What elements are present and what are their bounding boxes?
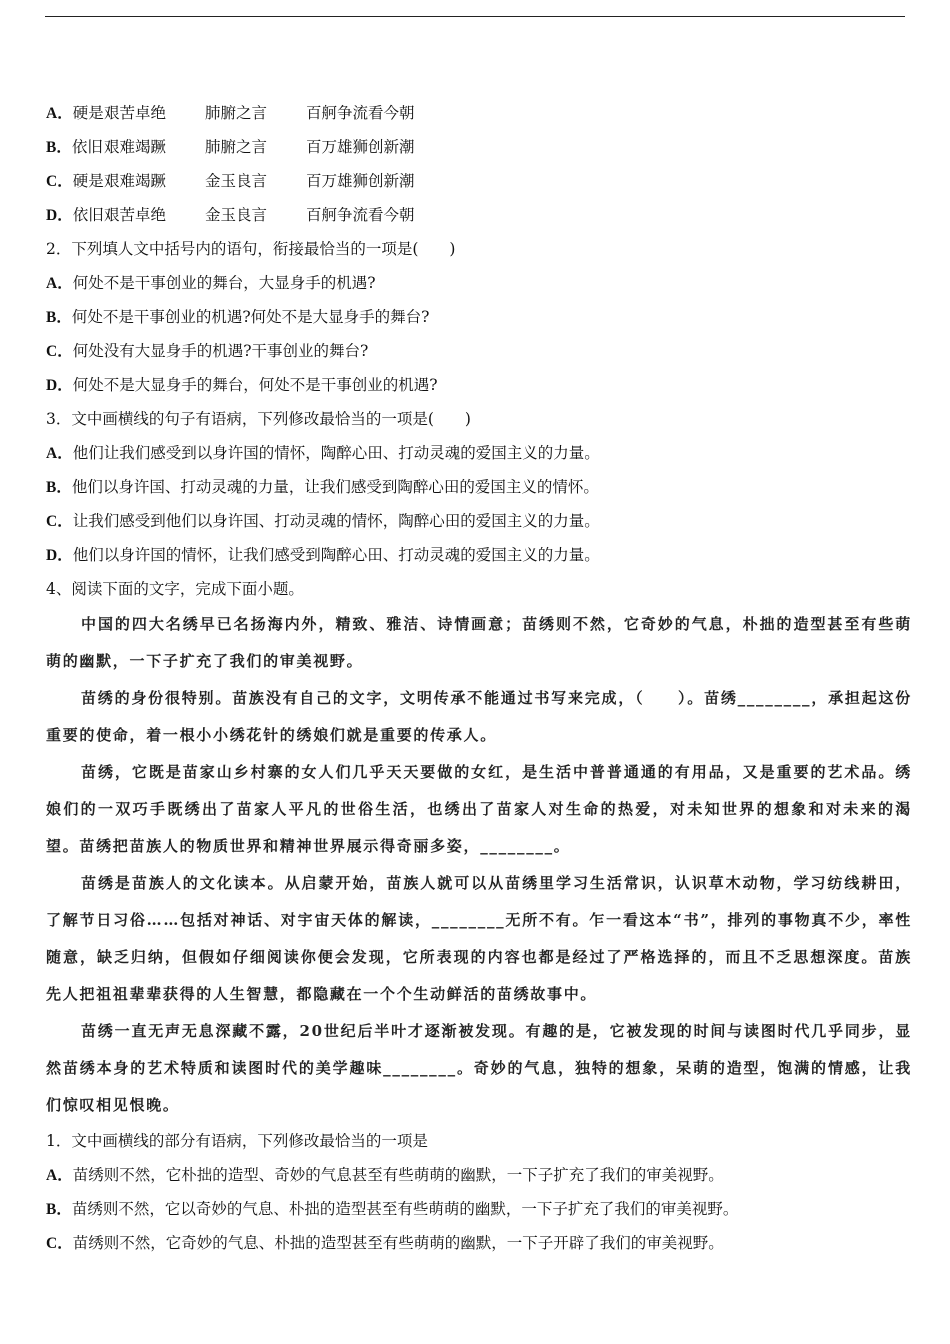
option-label: D． — [46, 547, 73, 564]
option-label: D． — [46, 207, 73, 224]
option-word: 肺腑之言 — [205, 104, 268, 122]
option-word: 肺腑之言 — [205, 138, 268, 156]
option-label: B． — [46, 479, 72, 496]
sub1-option-b — [46, 1192, 912, 1226]
q3-stem: 3．文中画横线的句子有语病，下列修改最恰当的一项是( ) — [46, 410, 471, 428]
option-label: C． — [46, 1235, 73, 1252]
document-body — [46, 96, 912, 1260]
option-word: 艰苦卓绝 — [104, 206, 167, 224]
q1-option-d — [46, 198, 912, 232]
option-word: 依旧 — [72, 206, 104, 224]
q2-option-b — [46, 300, 912, 334]
option-label: B． — [46, 309, 72, 326]
option-text: 何处不是大显身手的舞台，何处不是干事创业的机遇? — [72, 376, 438, 394]
q1-option-b — [46, 130, 912, 164]
q3-option-b — [46, 470, 912, 504]
option-text: 苗绣则不然，它朴拙的造型、奇妙的气息甚至有些萌萌的幽默，一下子扩充了我们的审美视野。 — [72, 1166, 724, 1184]
q3-option-a — [46, 436, 912, 470]
option-word: 硬是 — [72, 104, 104, 122]
option-word: 艰苦卓绝 — [104, 104, 167, 122]
option-text: 他们以身许国、打动灵魂的力量，让我们感受到陶醉心田的爱国主义的情怀。 — [71, 478, 599, 496]
option-text: 苗绣则不然，它以奇妙的气息、朴拙的造型甚至有些萌萌的幽默，一下子扩充了我们的审美视野。 — [71, 1200, 739, 1218]
option-word: 依旧 — [71, 138, 103, 156]
q2-option-d — [46, 368, 912, 402]
q3-option-c — [46, 504, 912, 538]
option-word: 硬是 — [72, 172, 104, 190]
option-label: B． — [46, 1201, 72, 1218]
option-label: A． — [46, 275, 73, 292]
option-word: 百万雄狮创新潮 — [306, 138, 415, 156]
option-label: A． — [46, 1167, 73, 1184]
header-rule — [45, 16, 905, 17]
option-label: B． — [46, 139, 72, 156]
option-label: A． — [46, 445, 73, 462]
q1-option-c — [46, 164, 912, 198]
option-label: A． — [46, 105, 73, 122]
q1-option-a — [46, 96, 912, 130]
option-label: C． — [46, 173, 73, 190]
passage-paragraph: 苗绣的身份很特别。苗族没有自己的文字，文明传承不能通过书写来完成，（ ）。苗绣________，承担起这份重要的使命，着一根小小绣花针的绣娘们就是重要的传承人。 — [46, 689, 912, 744]
option-word: 百舸争流看今朝 — [306, 104, 415, 122]
option-text: 何处没有大显身手的机遇?干事创业的舞台? — [72, 342, 369, 360]
passage-paragraph: 苗绣是苗族人的文化读本。从启蒙开始，苗族人就可以从苗绣里学习生活常识，认识草木动物，学习纺线耕田，了解节日习俗……包括对神话、对宇宙天体的解读，________无所不有。乍一看这本“书”，排列的事物真不少，率性随意，缺乏归纳，但假如仔细阅读你便会发现，它所表现的内容也都是经过了严格选择的，而且不乏思想深度。苗族先人把祖祖辈辈获得的人生智慧，都隐藏在一个个生动鲜活的苗绣故事中。 — [46, 874, 912, 1003]
option-word: 艰难竭蹶 — [104, 172, 167, 190]
q3-option-d — [46, 538, 912, 572]
sub1-option-c — [46, 1226, 912, 1260]
q2-stem: 2．下列填人文中括号内的语句，衔接最恰当的一项是( ) — [46, 240, 456, 258]
option-word: 百舸争流看今朝 — [306, 206, 415, 224]
passage-paragraph: 中国的四大名绣早已名扬海内外，精致、雅洁、诗情画意；苗绣则不然，它奇妙的气息，朴拙的造型甚至有些萌萌的幽默，一下子扩充了我们的审美视野。 — [46, 615, 912, 670]
option-text: 让我们感受到他们以身许国、打动灵魂的情怀，陶醉心田的爱国主义的力量。 — [72, 512, 600, 530]
sub1-option-a — [46, 1158, 912, 1192]
option-word: 百万雄狮创新潮 — [306, 172, 415, 190]
option-text: 他们让我们感受到以身许国的情怀，陶醉心田、打动灵魂的爱国主义的力量。 — [72, 444, 600, 462]
option-word: 金玉良言 — [205, 172, 268, 190]
sub1-stem: 1．文中画横线的部分有语病，下列修改最恰当的一项是 — [46, 1132, 428, 1150]
q2-option-c — [46, 334, 912, 368]
q4-stem: 4、阅读下面的文字，完成下面小题。 — [46, 580, 304, 598]
option-label: D． — [46, 377, 73, 394]
option-label: C． — [46, 343, 73, 360]
passage-paragraph: 苗绣，它既是苗家山乡村寨的女人们几乎天天要做的女红，是生活中普普通通的有用品，又是重要的艺术品。绣娘们的一双巧手既绣出了苗家人平凡的世俗生活，也绣出了苗家人对生命的热爱，对未知世界的想象和对未来的渴望。苗绣把苗族人的物质世界和精神世界展示得奇丽多姿，________。 — [46, 763, 912, 855]
option-text: 何处不是干事创业的机遇?何处不是大显身手的舞台? — [71, 308, 430, 326]
option-text: 他们以身许国的情怀，让我们感受到陶醉心田、打动灵魂的爱国主义的力量。 — [72, 546, 600, 564]
option-text: 何处不是干事创业的舞台，大显身手的机遇? — [72, 274, 376, 292]
option-word: 艰难竭蹶 — [104, 138, 167, 156]
passage-paragraph: 苗绣一直无声无息深藏不露，20世纪后半叶才逐渐被发现。有趣的是，它被发现的时间与读图时代几乎同步，显然苗绣本身的艺术特质和读图时代的美学趣味________。奇妙的气息，独特的想象，呆萌的造型，饱满的情感，让我们惊叹相见恨晚。 — [46, 1022, 912, 1114]
option-text: 苗绣则不然，它奇妙的气息、朴拙的造型甚至有些萌萌的幽默，一下子开辟了我们的审美视野。 — [72, 1234, 724, 1252]
q2-option-a — [46, 266, 912, 300]
reading-passage — [46, 606, 912, 1124]
option-word: 金玉良言 — [205, 206, 268, 224]
option-label: C． — [46, 513, 73, 530]
